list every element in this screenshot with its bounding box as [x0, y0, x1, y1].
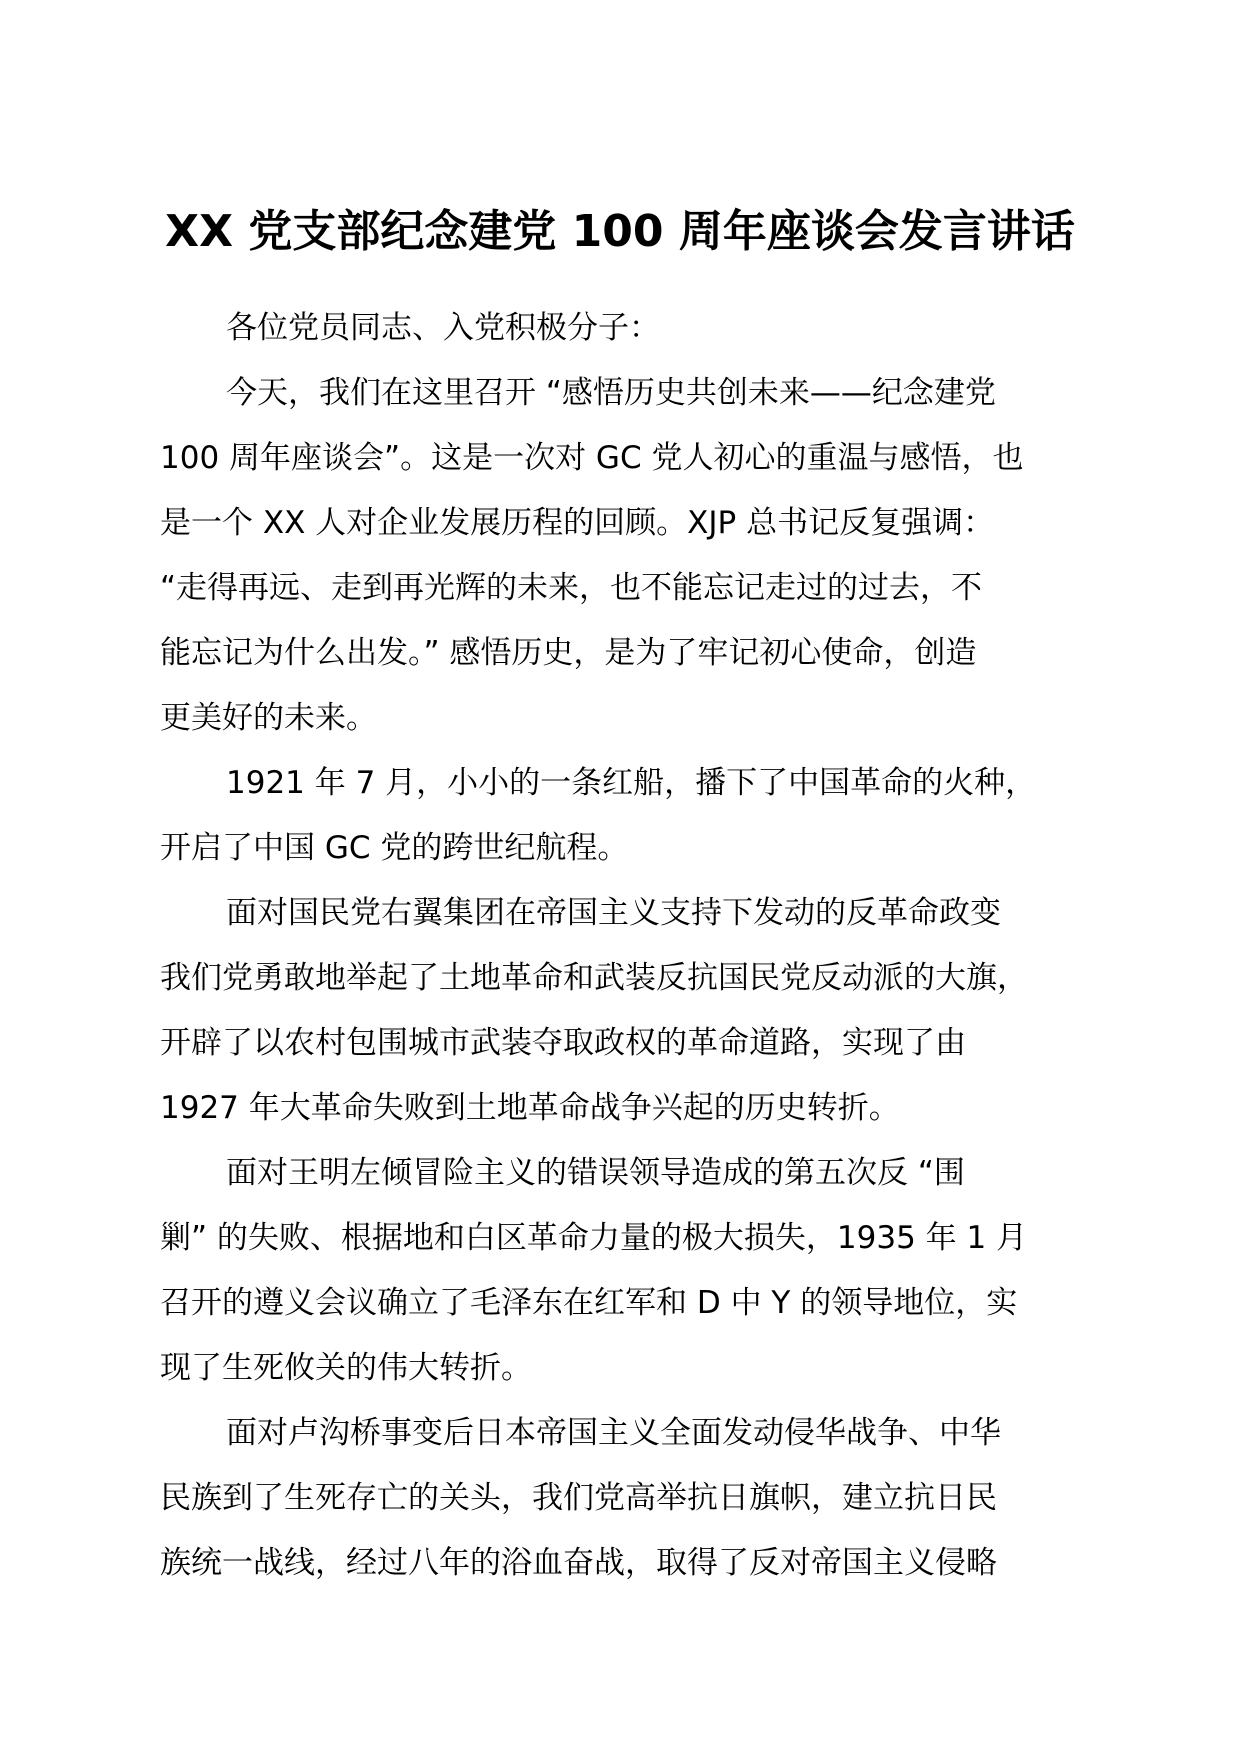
paragraph-line: 100 周年座谈会”。这是一次对 GC 党人初心的重温与感悟，也 [160, 440, 1024, 476]
paragraph-line: “走得再远、走到再光辉的未来，也不能忘记走过的过去，不 [160, 570, 983, 606]
paragraph-line: 开辟了以农村包围城市武装夺取政权的革命道路，实现了由 [160, 1025, 966, 1061]
paragraph-line: 开启了中国 GC 党的跨世纪航程。 [160, 830, 629, 866]
paragraph-line: 面对卢沟桥事变后日本帝国主义全面发动侵华战争、中华 [226, 1415, 1001, 1451]
paragraph-line: 1921 年 7 月，小小的一条红船，播下了中国革命的火种， [226, 765, 1037, 801]
paragraph-line: 1927 年大革命失败到土地革命战争兴起的历史转折。 [160, 1090, 900, 1126]
paragraph-line: 面对国民党右翼集团在帝国主义支持下发动的反革命政变 [226, 895, 1001, 931]
paragraph-line: 召开的遵义会议确立了毛泽东在红军和 D 中 Y 的领导地位，实 [160, 1285, 1018, 1321]
paragraph-line: 民族到了生死存亡的关头，我们党高举抗日旗帜，建立抗日民 [160, 1480, 997, 1516]
paragraph-line: 面对王明左倾冒险主义的错误领导造成的第五次反 “围 [226, 1155, 965, 1191]
paragraph-line: 族统一战线，经过八年的浴血奋战，取得了反对帝国主义侵略 [160, 1545, 997, 1581]
paragraph-line: 能忘记为什么出发。” 感悟历史，是为了牢记初心使命，创造 [160, 635, 977, 671]
paragraph-line: 今天，我们在这里召开 “感悟历史共创未来——纪念建党 [226, 375, 996, 411]
paragraph-line: 各位党员同志、入党积极分子： [226, 310, 660, 346]
paragraph-line: 我们党勇敢地举起了土地革命和武装反抗国民党反动派的大旗， [160, 960, 1028, 996]
paragraph-line: 更美好的未来。 [160, 700, 377, 736]
document-body [160, 296, 1100, 1596]
paragraph-line: 是一个 XX 人对企业发展历程的回顾。XJP 总书记反复强调： [160, 505, 995, 541]
document-title: XX 党支部纪念建党 100 周年座谈会发言讲话 [165, 206, 1075, 257]
paragraph-line: 剿” 的失败、根据地和白区革命力量的极大损失，1935 年 1 月 [160, 1220, 1028, 1256]
paragraph-line: 现了生死攸关的伟大转折。 [160, 1350, 532, 1386]
